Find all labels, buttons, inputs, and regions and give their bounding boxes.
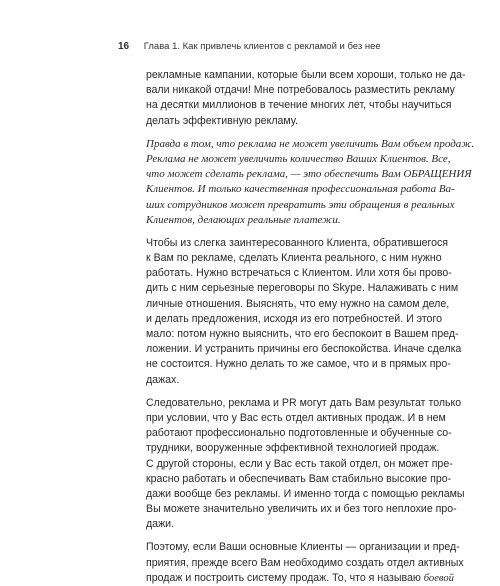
paragraph [146, 236, 462, 388]
text-line: при условии, что у Вас есть отдел активных продаж. И в нем [146, 411, 446, 424]
text-line: рекламные кампании, которые были всем хороши, только не да- [146, 69, 466, 81]
body-text [146, 68, 475, 586]
text-line: приятия, прежде всего Вам необходимо создать отдел активных [146, 556, 464, 569]
text-line: работают профессионально подготовленные и обученные со- [146, 427, 452, 440]
text-line: на десятки миллионов в течение многих лет, чтобы научиться [146, 99, 452, 112]
paragraph-gap [146, 532, 396, 540]
paragraph [146, 396, 465, 533]
italic-paragraph [146, 137, 475, 228]
text-line: мало: потом нужно выяснить, что его беспокоит в Вашем пред- [146, 328, 459, 340]
text-line: дажи. [146, 518, 175, 531]
text-line: продаж и построить систему продаж. То, что я называю боевой [146, 571, 454, 584]
text-line: Клиентов. И только качественная профессиональная работа Ва- [146, 183, 455, 196]
text-line: и делать предложения, исходя из его потребностей. И этого [146, 312, 442, 325]
text-line: Вы можете значительно увеличить их и без того неплохие про- [146, 503, 457, 516]
running-header [118, 41, 381, 52]
text-line: Следовательно, реклама и PR могут дать Вам результат только [146, 396, 462, 409]
text-line: к Вам по рекламе, сделать Клиента реального, с ним нужно [146, 252, 442, 265]
text-line: ших сотрудников может превратить эти обращения в реальных [146, 198, 455, 211]
text-line: Реклама не может увеличить количество Ваших Клиентов. Все, [146, 152, 451, 165]
text-line: ложении. И устранить причины его беспокойства. Иначе сделка [146, 343, 462, 356]
text-line: Правда в том, что реклама не может увеличить Вам объем продаж. [146, 137, 475, 150]
text-line: Поэтому, если Ваши основные Клиенты — организации и пред- [146, 541, 460, 554]
chapter-title: Глава 1. Как привлечь клиентов с рекламой и без нее [143, 41, 381, 52]
text-line: С другой стороны, если у Вас есть такой отдел, он может пре- [146, 457, 453, 470]
text-line: работать. Нужно встречаться с Клиентом. Или хотя бы прово- [146, 267, 452, 280]
page-number: 16 [118, 41, 130, 52]
text-line: не состоится. Нужно делать то же самое, что и в прямых про- [146, 358, 451, 371]
text-line: красно работать и обеспечивать Вам стабильно высокие про- [146, 472, 452, 485]
text-line: делать эффективную рекламу. [146, 114, 298, 127]
text-line: дажи вообще без рекламы. И именно тогда с помощью рекламы [146, 487, 465, 500]
paragraph-gap [146, 228, 396, 236]
paragraph-gap [146, 129, 396, 137]
text-line: дить с ним серьезные переговоры по Skype. Налаживать с ним [146, 282, 459, 295]
text-line: трудники, вооруженные эффективной технологией продаж. [146, 442, 440, 455]
text-line: дажах. [146, 373, 180, 386]
paragraph [146, 540, 464, 586]
text-line: что может сделать реклама, — это обеспечить Вам ОБРАЩЕНИЯ [146, 168, 472, 181]
paragraph [146, 68, 466, 129]
text-line: вали никакой отдачи! Мне потребовалось разместить рекламу [146, 84, 455, 97]
text-line: Чтобы из слегка заинтересованного Клиента, обратившегося [146, 236, 449, 249]
italic-word: боевой [423, 572, 454, 584]
paragraph-gap [146, 388, 396, 396]
text-line: Клиентов, делающих реальные платежи. [146, 213, 341, 226]
text-line: личные отношения. Выяснять, что ему нужно на самом деле, [146, 297, 450, 310]
